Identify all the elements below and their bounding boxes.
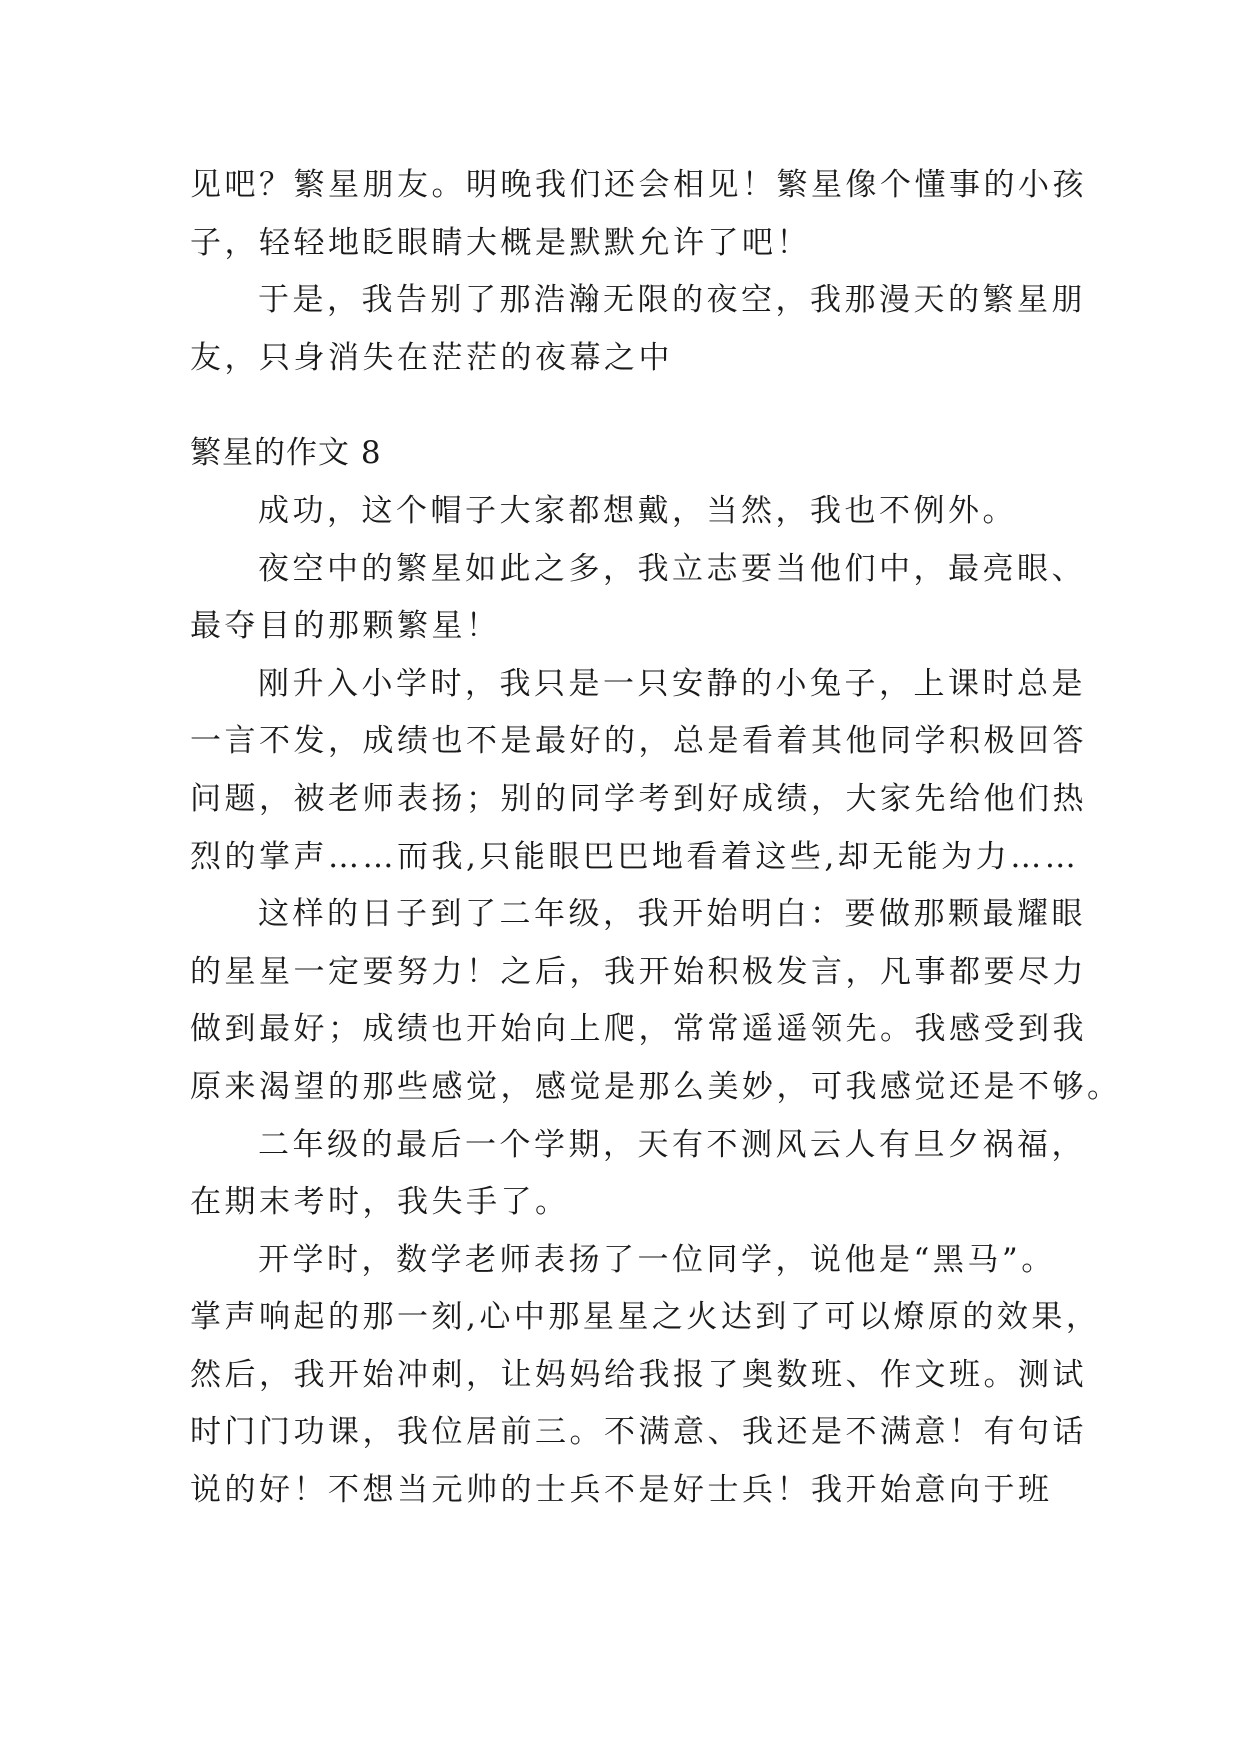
section-title: 繁星的作文 8 xyxy=(190,435,382,472)
text-line: 最夺目的那颗繁星！ xyxy=(190,608,501,645)
paragraph xyxy=(190,483,1050,541)
text-line: 夜空中的繁星如此之多，我立志要当他们中，最亮眼、 xyxy=(258,550,1086,587)
paragraph xyxy=(190,656,1087,886)
section-gap xyxy=(190,387,1050,425)
text-line: 掌声响起的那一刻,心中那星星之火达到了可以燎原的效果， xyxy=(190,1299,1101,1336)
paragraph xyxy=(190,1117,1086,1232)
paragraph xyxy=(190,272,1086,387)
text-line: 原来渴望的那些感觉，感觉是那么美妙，可我感觉还是不够。 xyxy=(190,1068,1122,1105)
paragraph xyxy=(190,886,1122,1116)
text-line: 见吧？繁星朋友。明晚我们还会相见！繁星像个懂事的小孩 xyxy=(190,167,1087,203)
text-line: 问题，被老师表扬；别的同学考到好成绩，大家先给他们热 xyxy=(190,780,1087,817)
text-line: 成功，这个帽子大家都想戴，当然，我也不例外。 xyxy=(258,492,1017,529)
text-line: 一言不发，成绩也不是最好的，总是看着其他同学积极回答 xyxy=(190,723,1087,760)
text-line: 然后，我开始冲刺，让妈妈给我报了奥数班、作文班。测试 xyxy=(190,1356,1087,1393)
paragraph xyxy=(190,157,1087,272)
text-line: 做到最好；成绩也开始向上爬，常常遥遥领先。我感受到我 xyxy=(190,1011,1087,1048)
document-body xyxy=(190,157,1122,1520)
text-line: 子，轻轻地眨眼睛大概是默默允许了吧！ xyxy=(190,224,811,261)
text-line: 的星星一定要努力！之后，我开始积极发言，凡事都要尽力 xyxy=(190,953,1087,990)
text-line: 友，只身消失在茫茫的夜幕之中 xyxy=(190,339,673,376)
text-line: 于是，我告别了那浩瀚无限的夜空，我那漫天的繁星朋 xyxy=(258,282,1086,319)
text-line: 这样的日子到了二年级，我开始明白：要做那颗最耀眼 xyxy=(258,896,1086,933)
text-line: 烈的掌声……而我,只能眼巴巴地看着这些,却无能为力…… xyxy=(190,838,1080,875)
paragraph xyxy=(190,1232,1101,1520)
text-line: 开学时，数学老师表扬了一位同学，说他是“黑马”。 xyxy=(258,1241,1056,1278)
paragraph xyxy=(190,541,1086,656)
text-line: 说的好！不想当元帅的士兵不是好士兵！我开始意向于班 xyxy=(190,1472,1053,1509)
text-line: 刚升入小学时，我只是一只安静的小兔子，上课时总是 xyxy=(258,665,1086,702)
text-line: 在期末考时，我失手了。 xyxy=(190,1184,570,1221)
text-line: 时门门功课，我位居前三。不满意、我还是不满意！有句话 xyxy=(190,1414,1087,1451)
text-line: 二年级的最后一个学期，天有不测风云人有旦夕祸福， xyxy=(258,1126,1086,1163)
